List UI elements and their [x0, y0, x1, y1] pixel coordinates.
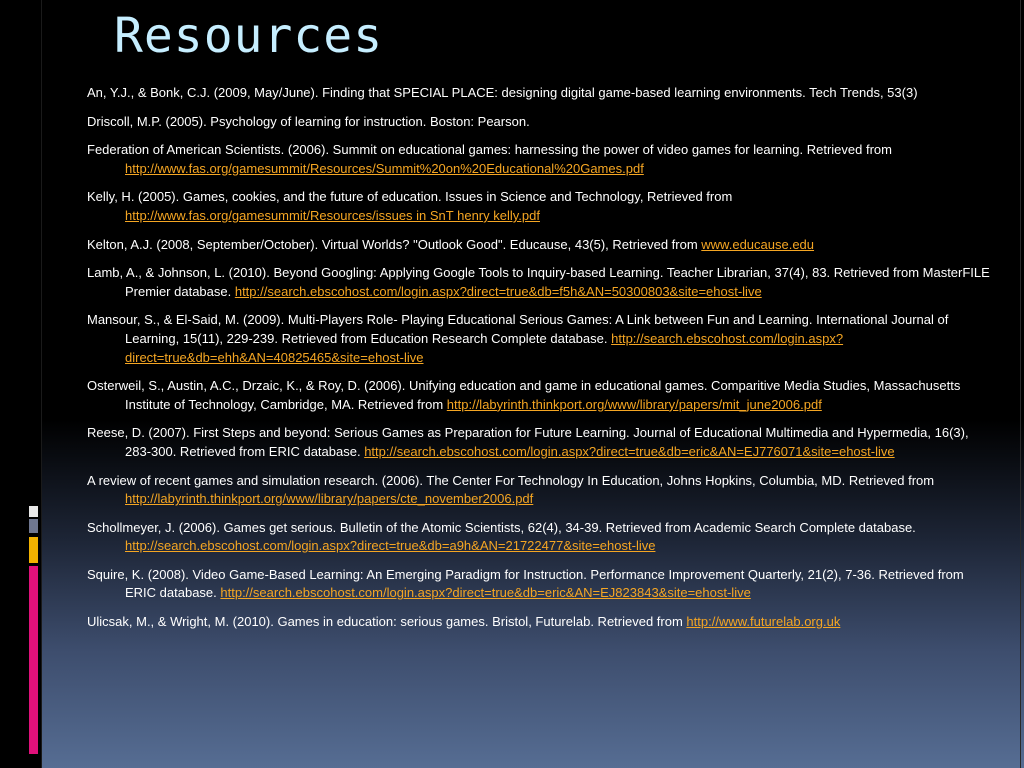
reference-text: Kelton, A.J. (2008, September/October). Virtual Worlds? "Outlook Good". Educause, 43(5), Retrieved from [87, 236, 702, 252]
decor-bar-white [29, 506, 38, 517]
reference-text: Squire, K. (2008). Video Game-Based Learning: An Emerging Paradigm for Instruction. Performance Improvement Quarterly, 21(2), 7-36. Retrieved from ERIC database. [87, 566, 964, 601]
reference-link[interactable]: http://search.ebscohost.com/login.aspx?direct=true&db=ehh&AN=40825465&site=ehost-live [125, 330, 844, 365]
reference-item [87, 311, 997, 367]
decor-bar-gray [29, 519, 38, 533]
reference-link[interactable]: http://labyrinth.thinkport.org/www/library/papers/cte_november2006.pdf [125, 491, 534, 507]
reference-link[interactable]: http://www.fas.org/gamesummit/Resources/issues in SnT henry kelly.pdf [125, 207, 540, 223]
decor-bar-pink [29, 566, 38, 754]
reference-text: Driscoll, M.P. (2005). Psychology of learning for instruction. Boston: Pearson. [87, 113, 530, 129]
slide-content [42, 0, 1024, 768]
reference-item [87, 519, 997, 556]
reference-link[interactable]: http://www.futurelab.org.uk [686, 614, 841, 630]
reference-link[interactable]: http://search.ebscohost.com/login.aspx?direct=true&db=f5h&AN=50300803&site=ehost-live [234, 283, 762, 299]
reference-item [87, 113, 997, 132]
reference-item [87, 141, 997, 178]
reference-link[interactable]: www.educause.edu [701, 236, 815, 252]
reference-item [87, 613, 997, 632]
reference-item [87, 264, 997, 301]
reference-text: Federation of American Scientists. (2006). Summit on educational games: harnessing the power of video games for learning. Retrieved from [87, 142, 892, 158]
reference-link[interactable]: http://www.fas.org/gamesummit/Resources/Summit%20on%20Educational%20Games.pdf [125, 160, 644, 176]
reference-text: Schollmeyer, J. (2006). Games get serious. Bulletin of the Atomic Scientists, 62(4), 34-39. Retrieved from Academic Search Complete database. [87, 519, 916, 535]
reference-item [87, 472, 997, 509]
reference-text: Reese, D. (2007). First Steps and beyond: Serious Games as Preparation for Future Learning. Journal of Educational Multimedia and Hypermedia, 16(3), 283-300. Retrieved from ERIC database. [87, 425, 969, 459]
reference-text: Kelly, H. (2005). Games, cookies, and the future of education. Issues in Science and Technology, Retrieved from [87, 189, 733, 205]
reference-text: A review of recent games and simulation research. (2006). The Center For Technology In Education, Johns Hopkins, Columbia, MD. Retrieved from [87, 472, 935, 488]
reference-item [87, 424, 997, 461]
reference-list [87, 84, 997, 642]
slide-title: Resources [114, 8, 384, 64]
reference-text: Osterweil, S., Austin, A.C., Drzaic, K., & Roy, D. (2006). Unifying education and game in educational games. Comparitive Media Studies, Massachusetts Institute of Technology, Cambridge, MA. Retrieved from [87, 378, 961, 412]
reference-text: Lamb, A., & Johnson, L. (2010). Beyond Googling: Applying Google Tools to Inquiry-based Learning. Teacher Librarian, 37(4), 83. Retrieved from MasterFILE Premier database. [87, 265, 990, 299]
reference-link[interactable]: http://search.ebscohost.com/login.aspx?direct=true&db=eric&AN=EJ776071&site=ehost-live [364, 443, 895, 459]
reference-item [87, 84, 997, 103]
right-edge-line [1020, 0, 1021, 768]
reference-text: An, Y.J., & Bonk, C.J. (2009, May/June). Finding that SPECIAL PLACE: designing digital game-based learning environments. Tech Trends, 53(3) [87, 85, 918, 100]
reference-item [87, 188, 997, 225]
decor-bar-yellow [29, 537, 38, 563]
reference-item [87, 377, 997, 414]
reference-link[interactable]: http://labyrinth.thinkport.org/www/library/papers/mit_june2006.pdf [446, 396, 822, 412]
reference-text: Mansour, S., & El-Said, M. (2009). Multi-Players Role- Playing Educational Serious Games: A Link between Fun and Learning. International Journal of Learning, 15(11), 229-239. Retrieved from Education Research Complete database. [87, 312, 949, 346]
left-band [0, 0, 42, 768]
reference-link[interactable]: http://search.ebscohost.com/login.aspx?direct=true&db=eric&AN=EJ823843&site=ehost-live [220, 585, 751, 601]
reference-item [87, 566, 997, 603]
reference-item [87, 236, 997, 255]
reference-text: Ulicsak, M., & Wright, M. (2010). Games in education: serious games. Bristol, Futurelab. Retrieved from [87, 614, 687, 630]
reference-link[interactable]: http://search.ebscohost.com/login.aspx?direct=true&db=a9h&AN=21722477&site=ehost-live [125, 538, 656, 554]
